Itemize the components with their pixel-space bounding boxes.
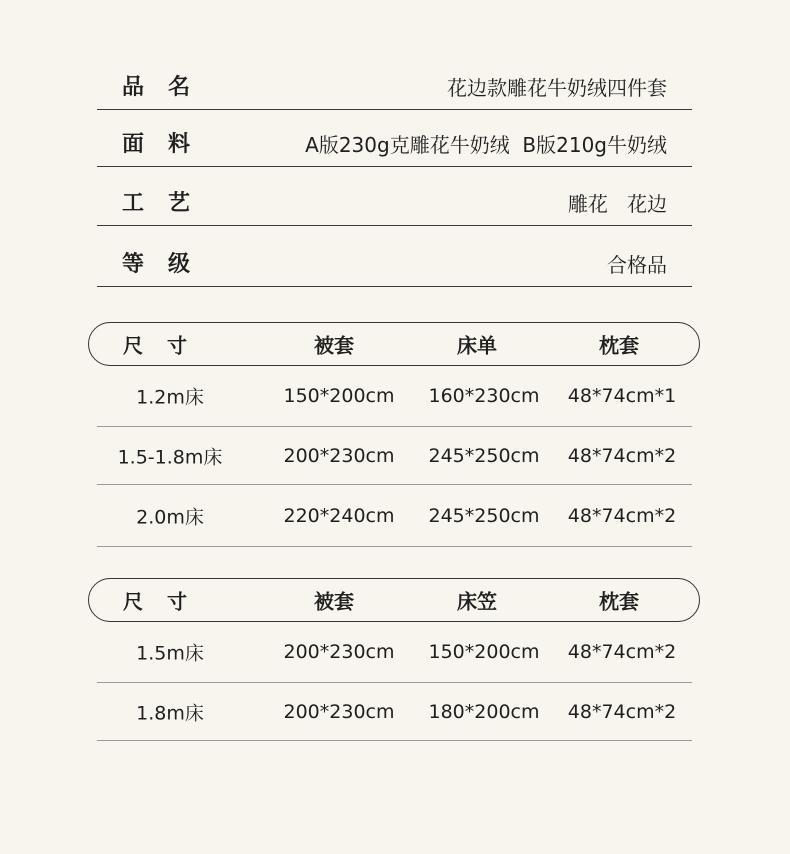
table-row bbox=[97, 485, 692, 547]
spec-row-fabric bbox=[97, 110, 692, 167]
cell-duvet-cover: 150*200cm bbox=[283, 385, 395, 407]
header-size: 尺寸 bbox=[123, 589, 211, 614]
cell-fitted-sheet: 150*200cm bbox=[428, 641, 540, 663]
spec-value: 花边款雕花牛奶绒四件套 bbox=[447, 76, 667, 100]
header-fitted-sheet: 床笠 bbox=[457, 589, 497, 614]
cell-bed-sheet: 160*230cm bbox=[428, 385, 540, 407]
spec-row-craft bbox=[97, 167, 692, 226]
size-table-flat-sheet bbox=[88, 322, 700, 547]
spec-value: 雕花 花边 bbox=[567, 192, 667, 216]
table-row bbox=[97, 366, 692, 427]
cell-pillowcase: 48*74cm*2 bbox=[567, 641, 677, 663]
cell-duvet-cover: 200*230cm bbox=[283, 641, 395, 663]
header-duvet-cover: 被套 bbox=[314, 589, 354, 614]
table-header bbox=[88, 578, 700, 622]
cell-bed-size: 2.0m床 bbox=[136, 506, 204, 528]
cell-duvet-cover: 220*240cm bbox=[283, 504, 395, 527]
cell-pillowcase: 48*74cm*1 bbox=[567, 385, 677, 407]
cell-duvet-cover: 200*230cm bbox=[283, 700, 395, 723]
spec-label: 等级 bbox=[122, 252, 215, 277]
cell-bed-size: 1.5m床 bbox=[136, 642, 204, 665]
table-row bbox=[97, 683, 692, 741]
spec-label: 品名 bbox=[122, 75, 215, 100]
table-row bbox=[97, 622, 692, 683]
cell-bed-sheet: 245*250cm bbox=[428, 444, 540, 467]
header-bed-sheet: 床单 bbox=[457, 333, 497, 358]
cell-pillowcase: 48*74cm*2 bbox=[567, 700, 677, 723]
spec-value: A版230g克雕花牛奶绒 B版210g牛奶绒 bbox=[305, 133, 667, 157]
spec-label: 面料 bbox=[122, 132, 215, 157]
cell-bed-sheet: 245*250cm bbox=[428, 504, 540, 527]
cell-pillowcase: 48*74cm*2 bbox=[567, 504, 677, 527]
cell-pillowcase: 48*74cm*2 bbox=[567, 444, 677, 467]
spec-row-grade bbox=[97, 226, 692, 287]
cell-fitted-sheet: 180*200cm bbox=[428, 700, 540, 723]
header-pillowcase: 枕套 bbox=[599, 333, 639, 358]
table-header bbox=[88, 322, 700, 366]
cell-bed-size: 1.2m床 bbox=[136, 386, 204, 409]
cell-bed-size: 1.8m床 bbox=[136, 702, 204, 724]
spec-row-product-name bbox=[97, 60, 692, 110]
cell-duvet-cover: 200*230cm bbox=[283, 444, 395, 467]
table-row bbox=[97, 427, 692, 485]
size-table-fitted-sheet bbox=[88, 578, 700, 741]
header-size: 尺寸 bbox=[123, 333, 211, 358]
spec-value: 合格品 bbox=[607, 253, 667, 277]
header-duvet-cover: 被套 bbox=[314, 333, 354, 358]
spec-label: 工艺 bbox=[122, 191, 215, 216]
header-pillowcase: 枕套 bbox=[599, 589, 639, 614]
cell-bed-size: 1.5-1.8m床 bbox=[117, 446, 223, 468]
